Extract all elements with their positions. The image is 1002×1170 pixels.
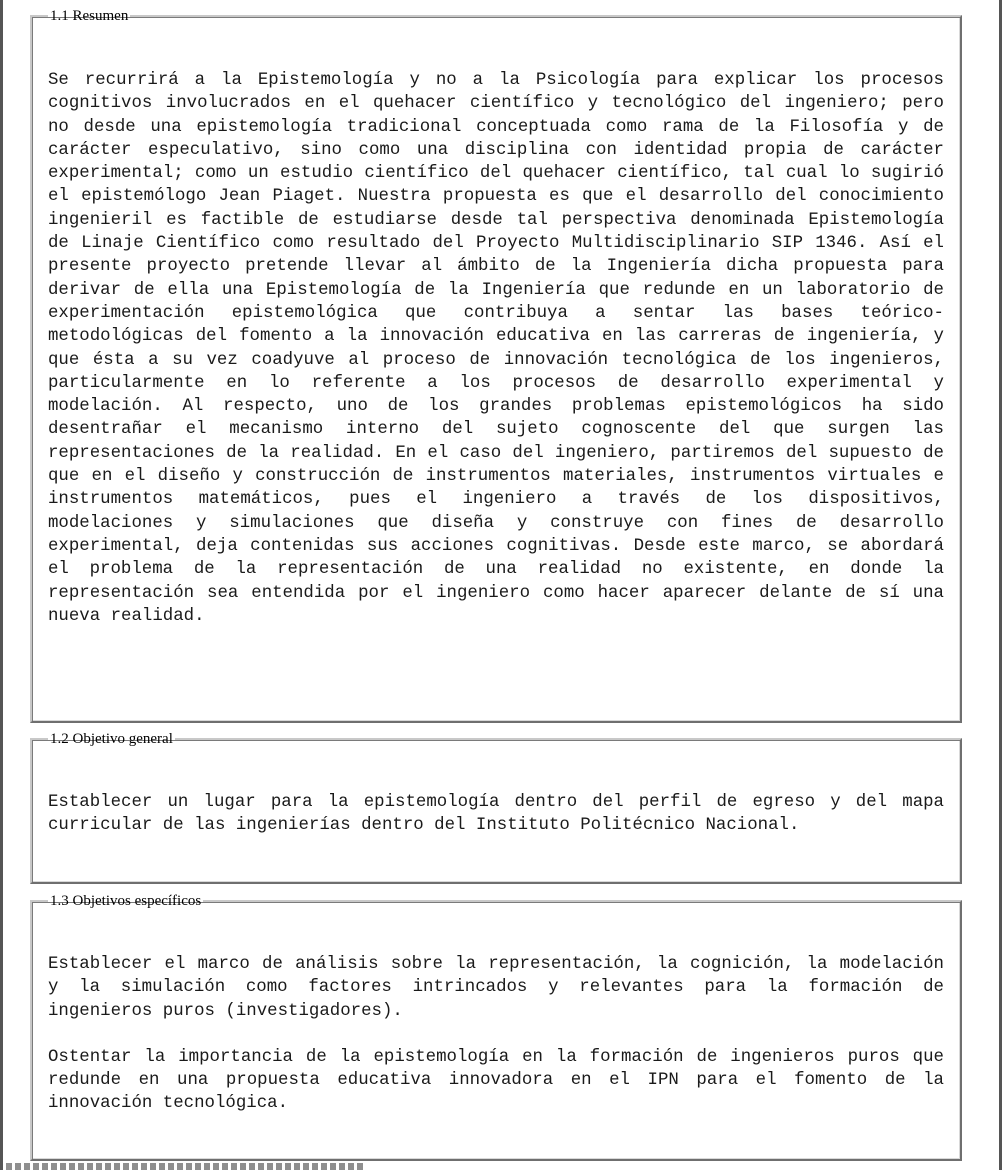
section-paragraph: Ostentar la importancia de la epistemología en la formación de ingenieros puros que redunde en una propuesta educativa innovadora en el IPN para el fomento de la innovación tecnológica. bbox=[48, 1047, 944, 1114]
section-objetivo-general bbox=[30, 731, 962, 884]
section-title: 1.3 Objetivos específicos bbox=[50, 893, 202, 909]
section-paragraph: Se recurrirá a la Epistemología y no a la Psicología para explicar los procesos cognitivos involucrados en el quehacer científico y tecnológico del ingeniero; pero no desde una epistemología tradicional conceptuada como rama de la Filosofía y de carácter especulativo, sino como una disciplina con identidad propia de carácter experimental; como un estudio científico del quehacer científico, tal cual lo sugirió el epistemólogo Jean Piaget. Nuestra propuesta es que el desarrollo del conocimiento ingenieril es factible de estudiarse desde tal perspectiva denominada Epistemología de Linaje Científico como resultado del Proyecto Multidisciplinario SIP 1346. Así el presente proyecto pretende llevar al ámbito de la Ingeniería dicha propuesta para derivar de ella una Epistemología de la Ingeniería que redunde en un laboratorio de experimentación epistemológica que contribuya a sentar las bases teórico-metodológicas del fomento a la innovación educativa en las carreras de ingeniería, y que ésta a su vez coadyuve al proceso de innovación tecnológica de los ingenieros, particularmente en lo referente a los procesos de desarrollo experimental y modelación. Al respecto, uno de los grandes problemas epistemológicos ha sido desentrañar el mecanismo interno del sujeto cognoscente del que surgen las representaciones de la realidad. En el caso del ingeniero, partiremos del supuesto de que en el diseño y construcción de instrumentos materiales, instrumentos virtuales e instrumentos matemáticos, pues el ingeniero a través de los dispositivos, modelaciones y simulaciones que diseña y construye con fines de desarrollo experimental, deja contenidas sus acciones cognitivas. Desde este marco, se abordará el problema de la representación de una realidad no existente, en donde la representación sea entendida por el ingeniero como hacer aparecer delante de sí una nueva realidad. bbox=[48, 71, 944, 626]
cut-off-next-line bbox=[6, 1163, 366, 1170]
section-paragraph: Establecer un lugar para la epistemología dentro del perfil de egreso y del mapa curricular de las ingenierías dentro del Instituto Politécnico Nacional. bbox=[48, 793, 944, 836]
section-title: 1.2 Objetivo general bbox=[50, 731, 173, 747]
section-title: 1.1 Resumen bbox=[50, 8, 129, 24]
page-left-edge bbox=[0, 0, 3, 1170]
section-objetivos-especificos bbox=[30, 893, 962, 1161]
section-paragraph: Establecer el marco de análisis sobre la representación, la cognición, la modelación y la simulación como factores intrincados y relevantes para la formación de ingenieros puros (investigadores). bbox=[48, 955, 944, 1021]
section-resumen bbox=[30, 8, 962, 723]
cut-off-text-fragment bbox=[6, 1163, 366, 1170]
